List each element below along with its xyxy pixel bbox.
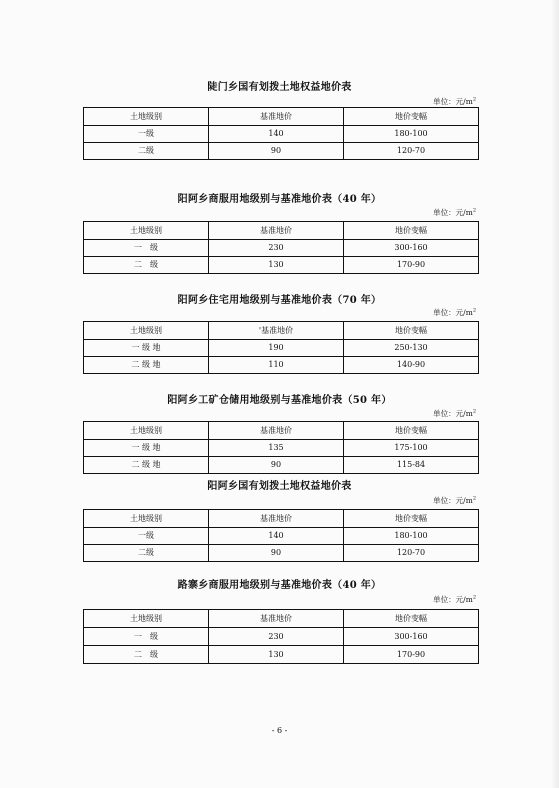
range-cell: 170-90 [344, 646, 479, 664]
header-cell: 地价变幅 [344, 322, 479, 340]
table-row [84, 357, 479, 374]
header-cell: 土地级别 [84, 510, 209, 528]
unit-label: 单位：元$/m^2$ [433, 594, 476, 604]
header-cell: 地价变幅 [344, 422, 479, 440]
grade-cell: 二 级 地 [84, 457, 209, 474]
table-header-row [84, 422, 479, 440]
table-row [84, 143, 479, 160]
header-cell: 基准地价 [209, 222, 344, 240]
header-cell: 土地级别 [84, 108, 209, 126]
table-row [84, 528, 479, 545]
grade-cell: 一 级 地 [84, 440, 209, 457]
table-header-row [84, 610, 479, 628]
grade-cell: 一 级 [84, 628, 209, 646]
unit-label: 单位：元$/m^2$ [433, 307, 476, 317]
grade-cell: 一级 [84, 126, 209, 143]
table-title: 阳阿乡工矿仓储用地级别与基准地价表（50 年） [167, 395, 392, 406]
header-cell: 地价变幅 [344, 610, 479, 628]
table-title: 路寨乡商服用地级别与基准地价表（40 年） [177, 580, 382, 591]
table-row [84, 340, 479, 357]
table-row [84, 126, 479, 143]
header-cell: 土地级别 [84, 222, 209, 240]
header-cell: '基准地价 [209, 322, 344, 340]
unit-label: 单位：元$/m^2$ [433, 207, 476, 217]
table-title: 阳阿乡国有划拨土地权益地价表 [207, 481, 352, 492]
range-cell: 180-100 [344, 528, 479, 545]
price-cell: 90 [209, 545, 344, 562]
header-cell: 基准地价 [209, 108, 344, 126]
unit-label: 单位：元$/m^2$ [433, 408, 476, 418]
range-cell: 170-90 [344, 257, 479, 274]
page-number: - 6 - [271, 726, 288, 735]
price-table [83, 421, 479, 474]
price-table [83, 509, 479, 562]
price-table [83, 321, 479, 374]
header-cell: 土地级别 [84, 322, 209, 340]
table-header-row [84, 222, 479, 240]
range-cell: 180-100 [344, 126, 479, 143]
scan-shadow [551, 0, 559, 788]
range-cell: 140-90 [344, 357, 479, 374]
price-cell: 230 [209, 240, 344, 257]
range-cell: 300-160 [344, 240, 479, 257]
table-row [84, 545, 479, 562]
grade-cell: 二 级 地 [84, 357, 209, 374]
price-cell: 135 [209, 440, 344, 457]
header-cell: 地价变幅 [344, 108, 479, 126]
grade-cell: 二 级 [84, 257, 209, 274]
header-cell: 基准地价 [209, 610, 344, 628]
price-cell: 140 [209, 528, 344, 545]
price-cell: 130 [209, 646, 344, 664]
grade-cell: 一 级 [84, 240, 209, 257]
table-title: 阳阿乡住宅用地级别与基准地价表（70 年） [177, 295, 382, 306]
unit-label: 单位：元$/m^2$ [433, 495, 476, 505]
range-cell: 115-84 [344, 457, 479, 474]
table-row [84, 440, 479, 457]
price-cell: 140 [209, 126, 344, 143]
table-title: 阳阿乡商服用地级别与基准地价表（40 年） [177, 194, 382, 205]
range-cell: 120-70 [344, 545, 479, 562]
grade-cell: 一 级 地 [84, 340, 209, 357]
header-cell: 基准地价 [209, 510, 344, 528]
header-cell: 土地级别 [84, 422, 209, 440]
price-table [83, 107, 479, 160]
grade-cell: 二级 [84, 143, 209, 160]
table-header-row [84, 108, 479, 126]
table-header-row [84, 322, 479, 340]
range-cell: 250-130 [344, 340, 479, 357]
grade-cell: 二 级 [84, 646, 209, 664]
header-cell: 地价变幅 [344, 222, 479, 240]
price-cell: 230 [209, 628, 344, 646]
price-cell: 110 [209, 357, 344, 374]
header-cell: 土地级别 [84, 610, 209, 628]
unit-label: 单位：元$/m^2$ [433, 96, 476, 106]
price-cell: 90 [209, 457, 344, 474]
header-cell: 基准地价 [209, 422, 344, 440]
price-cell: 90 [209, 143, 344, 160]
table-title: 陡门乡国有划拨土地权益地价表 [207, 82, 352, 93]
grade-cell: 一级 [84, 528, 209, 545]
price-table [83, 609, 479, 664]
table-row [84, 628, 479, 646]
table-header-row [84, 510, 479, 528]
table-row [84, 646, 479, 664]
range-cell: 300-160 [344, 628, 479, 646]
price-cell: 190 [209, 340, 344, 357]
table-row [84, 240, 479, 257]
range-cell: 175-100 [344, 440, 479, 457]
table-row [84, 457, 479, 474]
range-cell: 120-70 [344, 143, 479, 160]
grade-cell: 二级 [84, 545, 209, 562]
price-table [83, 221, 479, 274]
table-row [84, 257, 479, 274]
header-cell: 地价变幅 [344, 510, 479, 528]
price-cell: 130 [209, 257, 344, 274]
